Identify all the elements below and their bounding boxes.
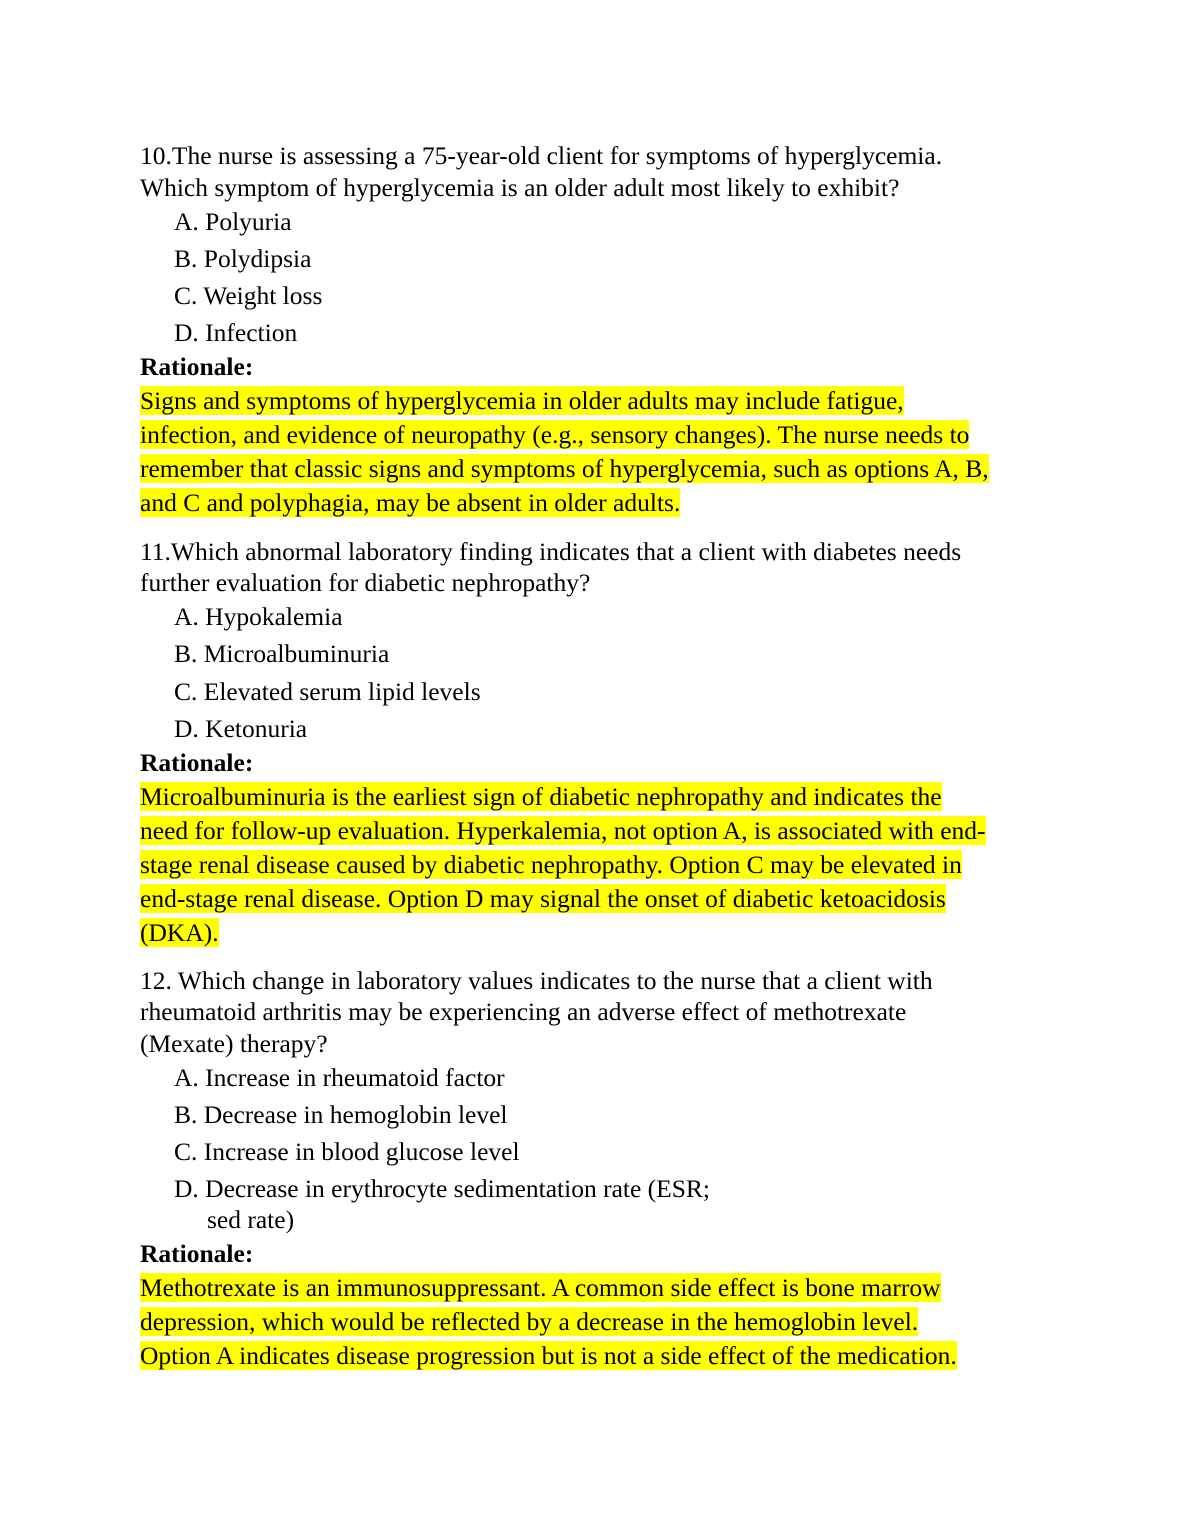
question-stem-line: 10.The nurse is assessing a 75-year-old client for symptoms of hyperglycemia.: [140, 141, 943, 170]
answer-option: C. Elevated serum lipid levels: [174, 677, 481, 706]
rationale-highlight: end-stage renal disease. Option D may signal the onset of diabetic ketoacidosis: [140, 884, 946, 913]
rationale-highlight: depression, which would be reflected by a decrease in the hemoglobin level.: [140, 1307, 919, 1336]
rationale-label: Rationale:: [140, 352, 254, 381]
rationale-line: [140, 486, 680, 520]
rationale-highlight: stage renal disease caused by diabetic nephropathy. Option C may be elevated in: [140, 850, 962, 879]
rationale-highlight: (DKA).: [140, 918, 219, 947]
rationale-line: [140, 1339, 957, 1373]
rationale-highlight: Microalbuminuria is the earliest sign of diabetic nephropathy and indicates the: [140, 782, 942, 811]
rationale-highlight: infection, and evidence of neuropathy (e.g., sensory changes). The nurse needs to: [140, 420, 970, 449]
answer-option: A. Increase in rheumatoid factor: [174, 1063, 505, 1092]
answer-option: B. Polydipsia: [174, 244, 312, 273]
rationale-highlight: remember that classic signs and symptoms of hyperglycemia, such as options A, B,: [140, 454, 989, 483]
rationale-line: [140, 418, 969, 452]
answer-option: C. Increase in blood glucose level: [174, 1137, 520, 1166]
rationale-line: [140, 1305, 918, 1339]
rationale-highlight: Methotrexate is an immunosuppressant. A common side effect is bone marrow: [140, 1273, 941, 1302]
answer-option: A. Polyuria: [174, 207, 292, 236]
rationale-label: Rationale:: [140, 1239, 254, 1268]
rationale-highlight: need for follow-up evaluation. Hyperkalemia, not option A, is associated with end-: [140, 816, 986, 845]
question-stem-line: 11.Which abnormal laboratory finding indicates that a client with diabetes needs: [140, 537, 962, 566]
rationale-line: [140, 1271, 941, 1305]
answer-option: D. Ketonuria: [174, 714, 308, 743]
rationale-line: [140, 384, 904, 418]
rationale-line: [140, 882, 946, 916]
answer-option: D. Infection: [174, 318, 298, 347]
question-stem-line: (Mexate) therapy?: [140, 1029, 328, 1058]
rationale-line: [140, 452, 989, 486]
question-stem-line: Which symptom of hyperglycemia is an older adult most likely to exhibit?: [140, 173, 900, 202]
answer-option-continuation: sed rate): [207, 1205, 295, 1234]
rationale-line: [140, 848, 962, 882]
rationale-label: Rationale:: [140, 748, 254, 777]
rationale-line: [140, 916, 219, 950]
rationale-highlight: and C and polyphagia, may be absent in older adults.: [140, 488, 681, 517]
question-stem-line: rheumatoid arthritis may be experiencing an adverse effect of methotrexate: [140, 997, 907, 1026]
rationale-line: [140, 814, 986, 848]
question-stem-line: 12. Which change in laboratory values indicates to the nurse that a client with: [140, 966, 933, 995]
rationale-highlight: Option A indicates disease progression but is not a side effect of the medication.: [140, 1341, 957, 1370]
rationale-line: [140, 780, 942, 814]
answer-option: A. Hypokalemia: [174, 602, 343, 631]
rationale-highlight: Signs and symptoms of hyperglycemia in older adults may include fatigue,: [140, 386, 904, 415]
answer-option: C. Weight loss: [174, 281, 323, 310]
answer-option: B. Decrease in hemoglobin level: [174, 1100, 508, 1129]
answer-option: D. Decrease in erythrocyte sedimentation rate (ESR;: [174, 1174, 711, 1203]
answer-option: B. Microalbuminuria: [174, 639, 390, 668]
question-stem-line: further evaluation for diabetic nephropathy?: [140, 568, 591, 597]
